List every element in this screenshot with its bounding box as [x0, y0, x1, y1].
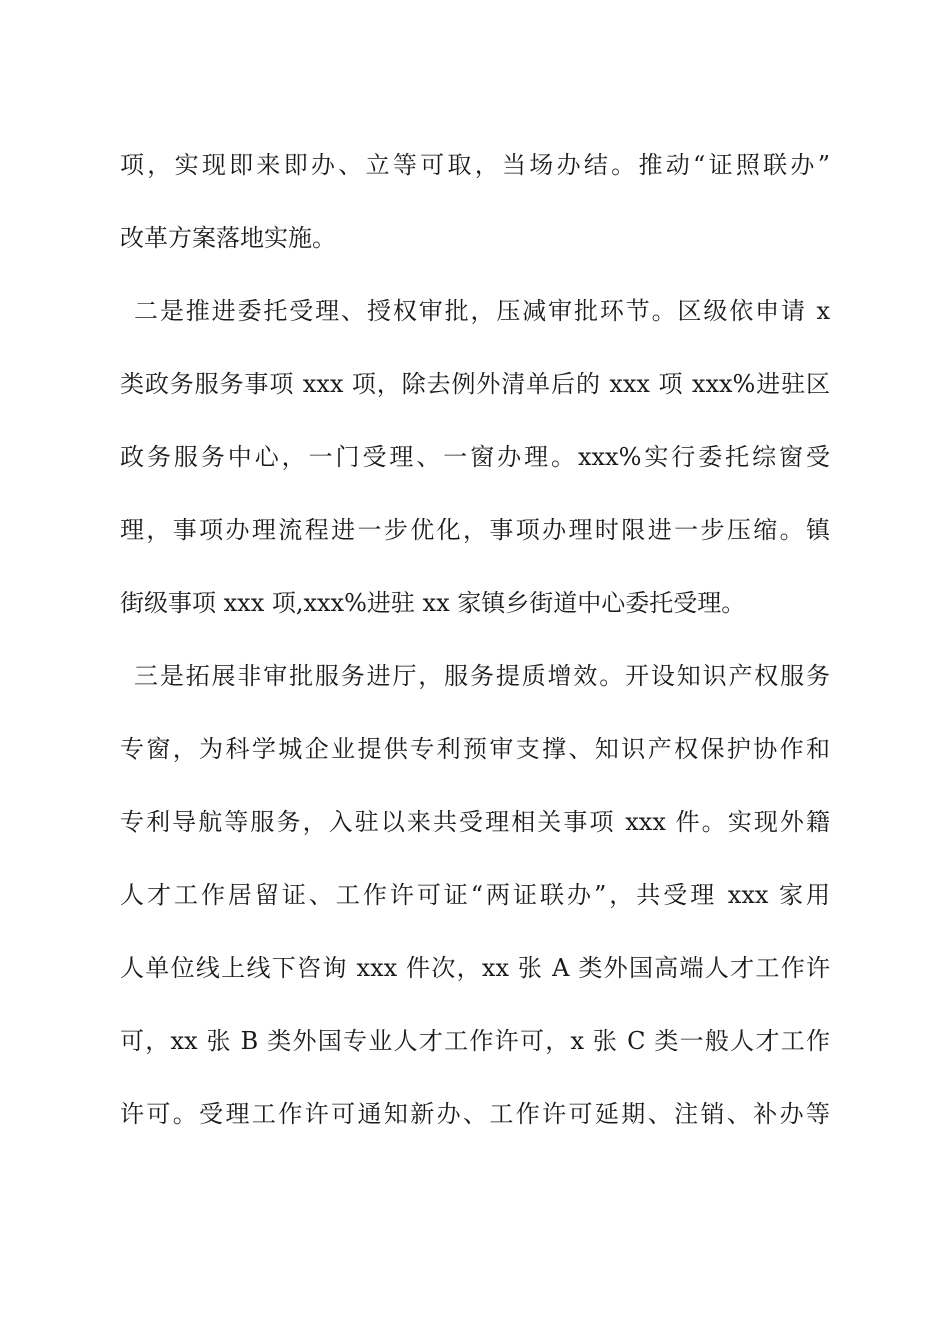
text-line-1: 项，实现即来即办、立等可取，当场办结。推动“证照联办”	[120, 151, 830, 179]
text-line-4: 类政务服务事项 xxx 项，除去例外清单后的 xxx 项 xxx%进驻区	[120, 370, 830, 398]
text-line-11: 人才工作居留证、工作许可证“两证联办”，共受理 xxx 家用	[120, 881, 830, 909]
text-line-5: 政务服务中心，一门受理、一窗办理。xxx%实行委托综窗受	[120, 443, 830, 471]
text-line-14: 许可。受理工作许可通知新办、工作许可延期、注销、补办等	[120, 1100, 830, 1128]
text-line-10: 专利导航等服务，入驻以来共受理相关事项 xxx 件。实现外籍	[120, 808, 830, 836]
text-line-13: 可，xx 张 B 类外国专业人才工作许可，x 张 C 类一般人才工作	[120, 1027, 830, 1055]
text-line-2: 改革方案落地实施。	[120, 224, 336, 252]
text-line-12: 人单位线上线下咨询 xxx 件次，xx 张 A 类外国高端人才工作许	[120, 954, 830, 982]
text-line-8: 三是拓展非审批服务进厅，服务提质增效。开设知识产权服务	[134, 662, 830, 690]
text-line-6: 理，事项办理流程进一步优化，事项办理时限进一步压缩。镇	[120, 516, 830, 544]
text-line-3: 二是推进委托受理、授权审批，压减审批环节。区级依申请 x	[134, 297, 830, 325]
text-line-7: 街级事项 xxx 项,xxx%进驻 xx 家镇乡街道中心委托受理。	[120, 589, 746, 617]
text-line-9: 专窗，为科学城企业提供专利预审支撑、知识产权保护协作和	[120, 735, 830, 763]
